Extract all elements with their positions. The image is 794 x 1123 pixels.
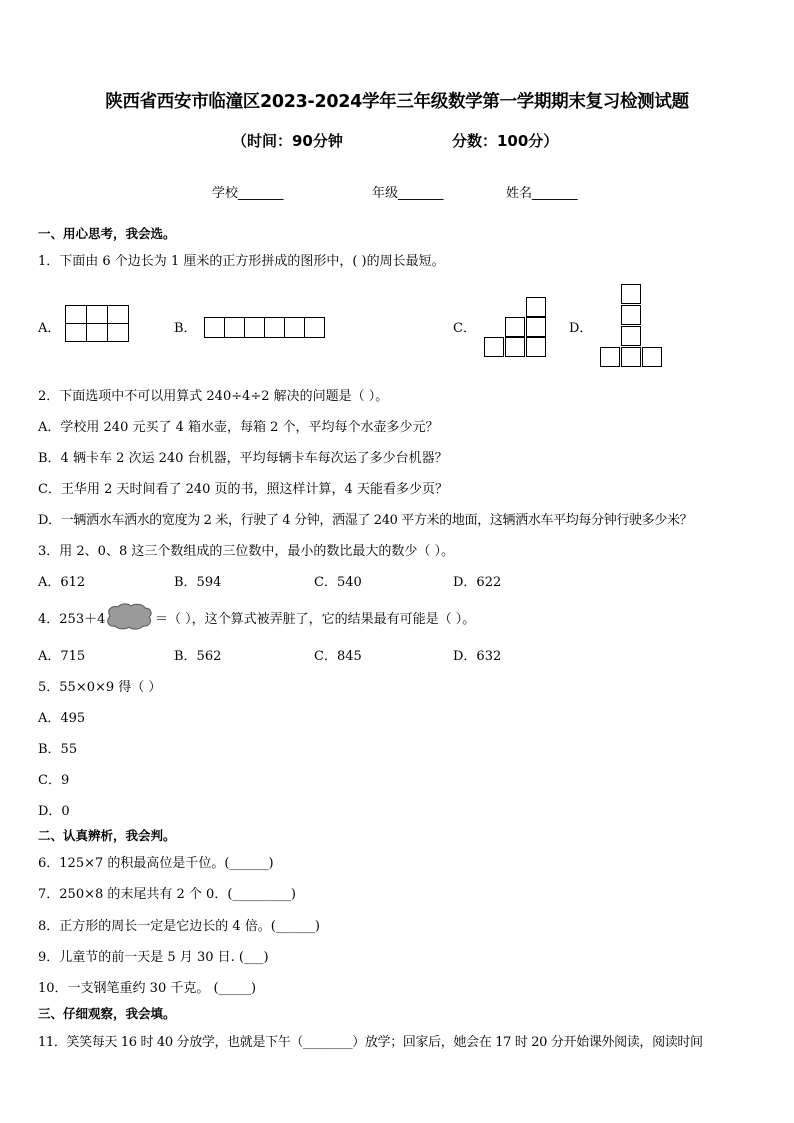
exam-time: （时间：90分钟 xyxy=(232,132,343,150)
question-8[interactable]: 8．正方形的周长一定是它边长的 4 倍。(______) xyxy=(38,919,320,934)
question-6[interactable]: 6．125×7 的积最高位是千位。(______) xyxy=(38,856,274,871)
q3-option-d[interactable]: D．622 xyxy=(453,575,502,590)
question-1-stem: 1．下面由 6 个边长为 1 厘米的正方形拼成的图形中，( )的周长最短。 xyxy=(38,254,445,269)
q2-option-c[interactable]: C．王华用 2 天时间看了 240 页的书，照这样计算，4 天能看多少页？ xyxy=(38,482,448,497)
name-field[interactable]: 姓名_______ xyxy=(506,186,578,201)
q2-option-a[interactable]: A．学校用 240 元买了 4 箱水壶，每箱 2 个，平均每个水壶多少元？ xyxy=(38,420,439,435)
q4-option-b[interactable]: B．562 xyxy=(174,649,222,664)
q1-figure-b xyxy=(204,317,325,338)
school-field[interactable]: 学校_______ xyxy=(212,186,284,201)
question-11[interactable]: 11．笑笑每天 16 时 40 分放学，也就是下午（________）放学；回家后，她会在 17 时 20 分开始课外阅读，阅读时间 xyxy=(38,1035,703,1050)
q1-option-d-label[interactable]: D． xyxy=(569,321,593,336)
section-heading-judge: 二、认真辨析，我会判。 xyxy=(38,828,176,843)
q1-option-b-label[interactable]: B． xyxy=(174,321,197,336)
grade-field[interactable]: 年级_______ xyxy=(372,186,444,201)
question-3-stem: 3．用 2、0、8 这三个数组成的三位数中，最小的数比最大的数少（ ）。 xyxy=(38,544,454,559)
q1-option-c-label[interactable]: C． xyxy=(453,321,476,336)
q2-option-d[interactable]: D．一辆洒水车洒水的宽度为 2 米，行驶了 4 分钟，洒湿了 240 平方米的地面，这辆洒水车平均每分钟行驶多少米？ xyxy=(38,513,693,528)
section-heading-fill: 三、仔细观察，我会填。 xyxy=(38,1006,176,1021)
q3-option-c[interactable]: C．540 xyxy=(314,575,362,590)
page-title: 陕西省西安市临潼区2023-2024学年三年级数学第一学期期末复习检测试题 xyxy=(105,92,689,112)
q1-figure-a xyxy=(65,305,129,342)
q5-option-b[interactable]: B．55 xyxy=(38,742,78,757)
q4-option-c[interactable]: C．845 xyxy=(314,649,362,664)
q3-option-a[interactable]: A．612 xyxy=(38,575,86,590)
exam-score: 分数：100分） xyxy=(452,132,559,150)
q5-option-c[interactable]: C．9 xyxy=(38,773,70,788)
q3-option-b[interactable]: B．594 xyxy=(174,575,222,590)
question-10[interactable]: 10．一支钢笔重约 30 千克。 (_____) xyxy=(38,981,257,996)
question-4-stem-end: ＝（ ），这个算式被弄脏了，它的结果最有可能是（ ）。 xyxy=(155,612,476,627)
question-7[interactable]: 7．250×8 的末尾共有 2 个 0．(_________) xyxy=(38,887,296,902)
section-heading-choice: 一、用心思考，我会选。 xyxy=(38,226,176,241)
q4-option-a[interactable]: A．715 xyxy=(38,649,86,664)
q1-option-a-label[interactable]: A． xyxy=(38,321,61,336)
question-5-stem: 5．55×0×9 得（ ） xyxy=(38,680,162,695)
q5-option-a[interactable]: A．495 xyxy=(38,711,86,726)
q5-option-d[interactable]: D．0 xyxy=(38,804,70,819)
q4-option-d[interactable]: D．632 xyxy=(453,649,502,664)
question-4-stem-start: 4．253＋4 xyxy=(38,612,106,627)
question-9[interactable]: 9．儿童节的前一天是 5 月 30 日. (___) xyxy=(38,950,269,965)
q2-option-b[interactable]: B．4 辆卡车 2 次运 240 台机器，平均每辆卡车每次运了多少台机器？ xyxy=(38,451,448,466)
question-2-stem: 2．下面选项中不可以用算式 240÷4÷2 解决的问题是（ ）。 xyxy=(38,389,389,404)
ink-blot-icon xyxy=(104,601,154,631)
